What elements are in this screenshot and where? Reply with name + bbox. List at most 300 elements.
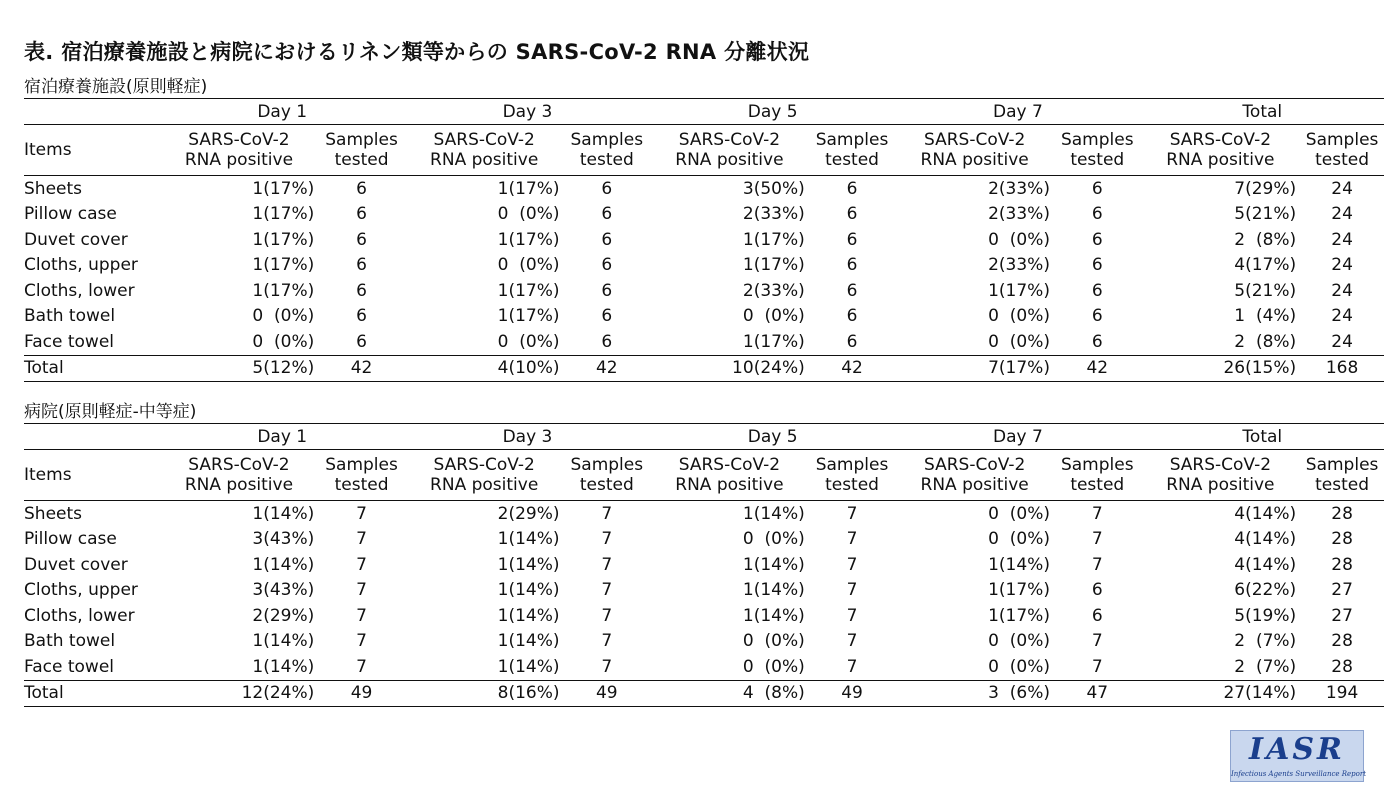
samples-header-line1: Samples (815, 130, 889, 150)
positive-percent: (0%) (764, 656, 805, 677)
positive-count: 4 (650, 680, 754, 707)
data-table (24, 98, 1384, 382)
day-header: Day 5 (650, 99, 895, 125)
positive-header-line1: SARS-CoV-2 (433, 455, 535, 475)
positive-percent: (17%) (508, 280, 560, 301)
positive-header (895, 125, 1054, 176)
positive-percent: (12%) (263, 355, 318, 382)
positive-count: 1 (252, 631, 264, 652)
item-name: Face towel (24, 656, 114, 677)
positive-count: 4 (1141, 501, 1246, 527)
samples-count: 6 (564, 176, 651, 202)
item-name: Cloths, upper (24, 580, 138, 601)
positive-percent: (0%) (274, 331, 315, 352)
samples-count: 6 (1091, 255, 1103, 276)
item-name: Total (24, 355, 160, 382)
samples-count: 7 (846, 529, 858, 550)
positive-percent: (17%) (263, 176, 318, 202)
items-header: Items (24, 140, 72, 160)
day-header: Day 3 (405, 424, 650, 450)
samples-count: 24 (1331, 280, 1353, 301)
samples-count: 7 (846, 605, 858, 626)
day-header: Day 3 (405, 99, 650, 125)
positive-count: 2 (1234, 229, 1246, 250)
page-title: 表. 宿泊療養施設と病院におけるリネン類等からの SARS-CoV-2 RNA 分離状況 (24, 40, 810, 64)
positive-header (895, 450, 1054, 501)
positive-percent: (14%) (508, 605, 560, 626)
positive-count: 3 (252, 580, 264, 601)
positive-count: 0 (988, 529, 999, 550)
positive-header-line1: SARS-CoV-2 (678, 455, 781, 475)
positive-count: 2 (988, 255, 999, 276)
positive-count: 1 (742, 331, 754, 352)
day-header: Day 5 (650, 424, 895, 450)
positive-percent: (29%) (1245, 176, 1300, 202)
samples-count: 7 (356, 631, 367, 652)
positive-percent: (14%) (753, 554, 805, 575)
positive-count: 1 (742, 255, 754, 276)
samples-count: 28 (1331, 656, 1353, 677)
day-header: Day 7 (895, 99, 1140, 125)
samples-count: 6 (601, 306, 613, 327)
positive-percent: (33%) (998, 204, 1050, 225)
positive-percent: (0%) (764, 631, 805, 652)
positive-count: 3 (252, 529, 264, 550)
positive-percent: (14%) (508, 554, 560, 575)
positive-count: 0 (742, 529, 754, 550)
positive-count: 1 (988, 280, 999, 301)
positive-percent: (14%) (998, 554, 1050, 575)
positive-percent: (0%) (1009, 529, 1050, 550)
positive-count: 2 (1234, 631, 1246, 652)
table-row (24, 527, 1384, 553)
positive-header (1141, 125, 1301, 176)
samples-count: 6 (1054, 176, 1141, 202)
samples-header-line1: Samples (325, 455, 398, 475)
positive-count: 1 (252, 204, 264, 225)
positive-percent: (14%) (754, 501, 809, 527)
samples-count: 7 (1091, 656, 1103, 677)
positive-percent: (43%) (263, 529, 315, 550)
table-row (24, 278, 1384, 304)
samples-count: 24 (1331, 229, 1353, 250)
samples-header (809, 450, 896, 501)
positive-percent: (10%) (508, 355, 563, 382)
positive-count: 2 (252, 605, 264, 626)
positive-count: 5 (1234, 605, 1246, 626)
samples-count: 49 (809, 680, 896, 707)
samples-count: 7 (601, 580, 613, 601)
positive-percent: (14%) (1245, 680, 1300, 707)
positive-percent: (14%) (1245, 529, 1297, 550)
day-header: Day 7 (895, 424, 1140, 450)
positive-percent: (14%) (753, 580, 805, 601)
samples-count: 42 (318, 355, 405, 382)
samples-count: 42 (1054, 355, 1141, 382)
positive-count: 1 (497, 229, 509, 250)
positive-percent: (14%) (508, 529, 560, 550)
positive-percent: (0%) (1009, 656, 1050, 677)
positive-count: 0 (252, 331, 264, 352)
positive-count: 1 (252, 229, 264, 250)
positive-percent: (14%) (263, 554, 315, 575)
positive-count: 8 (405, 680, 509, 707)
positive-count: 0 (988, 306, 999, 327)
positive-count: 1 (742, 605, 754, 626)
samples-count: 7 (356, 656, 367, 677)
positive-percent: (15%) (1245, 355, 1300, 382)
items-header: Items (24, 465, 72, 485)
item-name: Pillow case (24, 529, 117, 550)
positive-count: 1 (497, 605, 509, 626)
positive-percent: (14%) (753, 605, 805, 626)
positive-percent: (43%) (263, 580, 315, 601)
samples-header-line2: tested (825, 150, 879, 170)
positive-percent: (29%) (508, 501, 563, 527)
samples-header-line2: tested (579, 475, 634, 495)
positive-count: 1 (742, 554, 754, 575)
positive-count: 1 (988, 605, 999, 626)
item-name: Bath towel (24, 631, 116, 652)
positive-header-line1: SARS-CoV-2 (188, 130, 290, 150)
positive-count: 1 (497, 554, 509, 575)
samples-count: 47 (1054, 680, 1141, 707)
samples-header (1054, 125, 1141, 176)
samples-count: 6 (356, 204, 367, 225)
positive-percent: (4%) (1255, 306, 1297, 327)
samples-count: 7 (1054, 501, 1141, 527)
samples-count: 7 (809, 501, 896, 527)
positive-count: 1 (1234, 306, 1246, 327)
table-row (24, 227, 1384, 253)
positive-percent: (17%) (753, 229, 805, 250)
positive-percent: (8%) (754, 680, 809, 707)
samples-count: 7 (601, 529, 613, 550)
day-header-row (24, 424, 1384, 450)
positive-count: 3 (650, 176, 754, 202)
positive-header-line2: RNA positive (1166, 475, 1275, 495)
positive-count: 27 (1141, 680, 1246, 707)
samples-count: 7 (846, 631, 858, 652)
positive-count: 1 (497, 631, 509, 652)
samples-count: 7 (1091, 631, 1103, 652)
total-row (24, 355, 1384, 382)
samples-count: 168 (1300, 355, 1384, 382)
samples-header (1054, 450, 1141, 501)
samples-count: 24 (1331, 255, 1353, 276)
samples-header-line2: tested (334, 475, 389, 495)
positive-count: 1 (252, 280, 264, 301)
samples-count: 24 (1331, 204, 1353, 225)
positive-percent: (24%) (754, 355, 809, 382)
positive-percent: (0%) (1009, 229, 1050, 250)
samples-count: 6 (1091, 605, 1103, 626)
samples-count: 6 (1091, 229, 1103, 250)
samples-count: 49 (564, 680, 651, 707)
table-row (24, 329, 1384, 355)
positive-header-line1: SARS-CoV-2 (678, 130, 781, 150)
positive-header-line1: SARS-CoV-2 (923, 130, 1026, 150)
positive-count: 7 (895, 355, 999, 382)
samples-count: 28 (1331, 554, 1353, 575)
samples-count: 6 (601, 229, 613, 250)
positive-count: 0 (742, 656, 754, 677)
positive-count: 5 (160, 355, 264, 382)
positive-percent: (14%) (263, 501, 318, 527)
positive-header (650, 450, 809, 501)
positive-percent: (14%) (1245, 501, 1300, 527)
samples-header-line1: Samples (570, 455, 644, 475)
positive-count: 2 (742, 204, 754, 225)
samples-count: 7 (356, 605, 367, 626)
positive-percent: (14%) (1245, 554, 1297, 575)
samples-count: 28 (1331, 529, 1353, 550)
positive-header-line1: SARS-CoV-2 (923, 455, 1026, 475)
positive-percent: (14%) (508, 580, 560, 601)
sub-header-row (24, 125, 1384, 176)
positive-percent: (17%) (1245, 255, 1297, 276)
positive-count: 0 (895, 501, 999, 527)
table-row (24, 603, 1384, 629)
positive-percent: (50%) (754, 176, 809, 202)
positive-count: 1 (988, 580, 999, 601)
samples-header-line2: tested (1315, 475, 1370, 495)
samples-header-line2: tested (1070, 475, 1125, 495)
positive-header (160, 450, 319, 501)
positive-count: 4 (1234, 255, 1246, 276)
positive-count: 1 (252, 656, 264, 677)
samples-count: 6 (601, 280, 613, 301)
positive-percent: (14%) (263, 631, 315, 652)
positive-count: 3 (895, 680, 999, 707)
positive-count: 0 (497, 204, 509, 225)
positive-count: 1 (988, 554, 999, 575)
samples-header (809, 125, 896, 176)
positive-percent: (0%) (519, 331, 560, 352)
positive-percent: (0%) (274, 306, 315, 327)
table-row (24, 176, 1384, 202)
positive-header-line2: RNA positive (920, 150, 1029, 170)
positive-count: 0 (988, 631, 999, 652)
samples-count: 42 (809, 355, 896, 382)
samples-count: 7 (356, 529, 367, 550)
positive-percent: (6%) (999, 680, 1054, 707)
positive-count: 1 (497, 306, 509, 327)
samples-header-line2: tested (825, 475, 879, 495)
samples-header-line1: Samples (325, 130, 398, 150)
positive-percent: (17%) (263, 204, 315, 225)
table-row (24, 253, 1384, 279)
samples-count: 7 (601, 631, 613, 652)
positive-count: 0 (742, 306, 754, 327)
day-header: Total (1141, 424, 1384, 450)
positive-percent: (0%) (1009, 331, 1050, 352)
positive-header-line1: SARS-CoV-2 (188, 455, 290, 475)
positive-percent: (14%) (508, 631, 560, 652)
item-name: Pillow case (24, 204, 117, 225)
samples-header-line1: Samples (570, 130, 644, 150)
positive-percent: (33%) (998, 255, 1050, 276)
table-row (24, 552, 1384, 578)
positive-percent: (17%) (999, 355, 1054, 382)
positive-count: 0 (497, 255, 509, 276)
samples-count: 6 (356, 331, 367, 352)
positive-count: 0 (988, 656, 999, 677)
item-name: Total (24, 680, 160, 707)
samples-count: 28 (1300, 501, 1384, 527)
positive-count: 4 (1234, 554, 1246, 575)
positive-percent: (0%) (999, 501, 1054, 527)
positive-count: 1 (497, 656, 509, 677)
positive-header (1141, 450, 1301, 501)
positive-percent: (33%) (753, 204, 805, 225)
table-row (24, 629, 1384, 655)
logo-subtitle: Infectious Agents Surveillance Report (1231, 770, 1367, 778)
positive-percent: (33%) (753, 280, 805, 301)
positive-header-line1: SARS-CoV-2 (1169, 130, 1272, 150)
samples-count: 7 (846, 580, 858, 601)
samples-header-line2: tested (334, 150, 389, 170)
positive-count: 0 (497, 331, 509, 352)
positive-percent: (7%) (1255, 656, 1297, 677)
positive-percent: (17%) (263, 229, 315, 250)
positive-percent: (14%) (508, 656, 560, 677)
table-row (24, 578, 1384, 604)
samples-header-line1: Samples (1305, 455, 1379, 475)
positive-header-line2: RNA positive (675, 475, 784, 495)
samples-header (318, 125, 405, 176)
samples-count: 6 (846, 229, 858, 250)
samples-count: 24 (1300, 176, 1384, 202)
sub-header-row (24, 450, 1384, 501)
data-table (24, 423, 1384, 707)
samples-count: 6 (356, 280, 367, 301)
positive-percent: (22%) (1245, 580, 1297, 601)
positive-count: 0 (988, 229, 999, 250)
samples-count: 7 (1091, 554, 1103, 575)
samples-count: 6 (318, 176, 405, 202)
samples-count: 7 (564, 501, 651, 527)
samples-count: 24 (1331, 331, 1353, 352)
samples-count: 6 (356, 306, 367, 327)
positive-percent: (17%) (263, 280, 315, 301)
positive-count: 0 (252, 306, 264, 327)
total-row (24, 680, 1384, 707)
positive-percent: (7%) (1255, 631, 1297, 652)
samples-count: 7 (601, 554, 613, 575)
samples-count: 6 (1091, 204, 1103, 225)
positive-count: 2 (742, 280, 754, 301)
samples-count: 7 (356, 580, 367, 601)
positive-percent: (33%) (999, 176, 1054, 202)
positive-percent: (17%) (998, 280, 1050, 301)
samples-count: 7 (846, 656, 858, 677)
positive-count: 1 (160, 176, 264, 202)
samples-header-line1: Samples (815, 455, 889, 475)
samples-count: 7 (318, 501, 405, 527)
positive-header-line1: SARS-CoV-2 (433, 130, 535, 150)
samples-count: 7 (846, 554, 858, 575)
samples-count: 24 (1331, 306, 1353, 327)
positive-header (160, 125, 319, 176)
samples-count: 6 (1091, 331, 1103, 352)
samples-count: 194 (1300, 680, 1384, 707)
day-header-row (24, 99, 1384, 125)
samples-count: 6 (846, 255, 858, 276)
section-title: 病院(原則軽症-中等症) (24, 402, 197, 422)
iasr-logo (1230, 730, 1367, 782)
positive-count: 1 (497, 580, 509, 601)
positive-percent: (0%) (764, 306, 805, 327)
positive-percent: (0%) (764, 529, 805, 550)
positive-header-line2: RNA positive (430, 475, 539, 495)
samples-count: 28 (1331, 631, 1353, 652)
samples-header (1300, 450, 1384, 501)
item-name: Duvet cover (24, 554, 128, 575)
positive-count: 1 (497, 529, 509, 550)
item-name: Cloths, lower (24, 605, 135, 626)
positive-header-line2: RNA positive (675, 150, 784, 170)
item-name: Face towel (24, 331, 114, 352)
samples-count: 6 (846, 306, 858, 327)
header-blank (24, 99, 160, 125)
positive-count: 5 (1234, 280, 1246, 301)
samples-count: 7 (601, 656, 613, 677)
samples-count: 7 (601, 605, 613, 626)
positive-percent: (21%) (1245, 280, 1297, 301)
samples-count: 6 (601, 255, 613, 276)
samples-count: 27 (1331, 580, 1353, 601)
item-name: Sheets (24, 176, 160, 202)
positive-count: 0 (988, 331, 999, 352)
positive-percent: (24%) (263, 680, 318, 707)
item-name: Duvet cover (24, 229, 128, 250)
samples-count: 27 (1331, 605, 1353, 626)
positive-percent: (17%) (998, 605, 1050, 626)
positive-count: 5 (1234, 204, 1246, 225)
positive-percent: (17%) (508, 176, 563, 202)
samples-header-line2: tested (1315, 150, 1370, 170)
positive-count: 1 (742, 580, 754, 601)
samples-header-line1: Samples (1060, 455, 1134, 475)
positive-percent: (17%) (753, 331, 805, 352)
samples-count: 6 (846, 204, 858, 225)
positive-percent: (14%) (263, 656, 315, 677)
samples-count: 6 (601, 331, 613, 352)
positive-count: 12 (160, 680, 264, 707)
positive-count: 1 (252, 554, 264, 575)
positive-count: 2 (988, 204, 999, 225)
samples-header-line1: Samples (1305, 130, 1379, 150)
samples-header-line2: tested (1070, 150, 1125, 170)
samples-header (564, 450, 651, 501)
day-header: Day 1 (160, 424, 405, 450)
item-name: Sheets (24, 501, 160, 527)
samples-count: 7 (356, 554, 367, 575)
samples-header (318, 450, 405, 501)
table-row (24, 501, 1384, 527)
samples-header-line1: Samples (1060, 130, 1134, 150)
positive-percent: (0%) (519, 255, 560, 276)
samples-count: 6 (1091, 306, 1103, 327)
positive-count: 2 (895, 176, 999, 202)
logo-text: IASR (1249, 732, 1345, 767)
samples-count: 6 (356, 229, 367, 250)
samples-header (1300, 125, 1384, 176)
positive-count: 4 (405, 355, 509, 382)
section-hotel (24, 76, 1384, 382)
positive-count: 1 (252, 255, 264, 276)
